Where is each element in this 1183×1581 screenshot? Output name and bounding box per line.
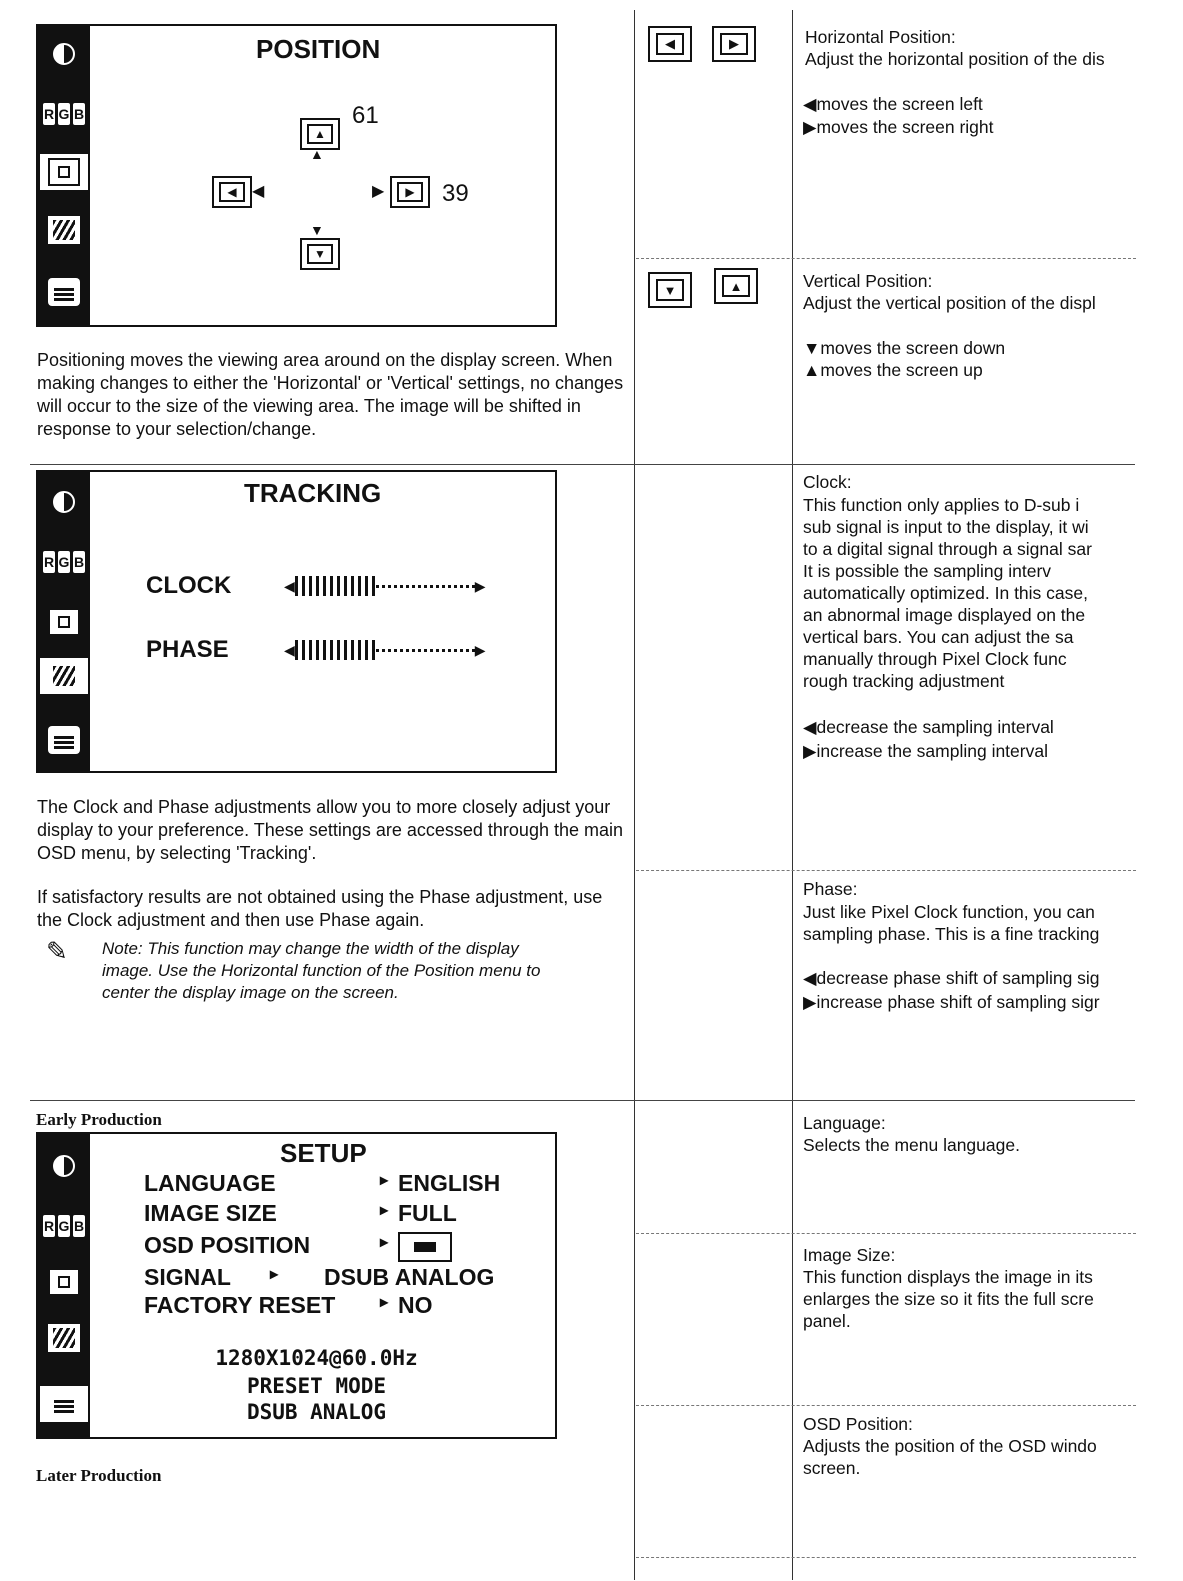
vertical-value: 61	[352, 102, 379, 129]
row-divider-bottom	[636, 1557, 1136, 1558]
position-icon	[41, 604, 87, 640]
horizontal-left-line: ◀moves the screen left	[803, 94, 983, 114]
clock-line: an abnormal image displayed on the	[803, 605, 1086, 625]
horizontal-value: 39	[442, 180, 469, 207]
setup-row-value: FULL	[398, 1200, 457, 1226]
setup-row-arrow: ▸	[380, 1234, 389, 1251]
language-title: Language:	[803, 1113, 886, 1133]
clock-slider-fill	[295, 576, 376, 596]
clock-slider: ◀ ▶	[284, 575, 494, 597]
clock-slider-track	[376, 585, 475, 588]
setup-row-value: ENGLISH	[398, 1170, 501, 1196]
brightness-icon	[41, 484, 87, 520]
column-divider-2	[792, 10, 793, 1580]
setup-row-label: LANGUAGE	[144, 1170, 276, 1196]
osd-title: TRACKING	[244, 478, 382, 508]
osd-position-indicator	[398, 1232, 452, 1262]
setup-osd-screen	[36, 1132, 557, 1439]
phase-decrease-line: ◀decrease phase shift of sampling sig	[803, 968, 1100, 988]
phase-slider-track	[376, 649, 475, 652]
right-triangle-icon: ▶	[803, 117, 817, 137]
tracking-note: Note: This function may change the width of the display image. Use the Horizontal function of the Position menu to center the display image on the screen.	[102, 939, 541, 1002]
phase-slider: ◀ ▶	[284, 639, 494, 661]
rgb-icon: R G B	[41, 1208, 87, 1244]
osd-title: POSITION	[256, 34, 381, 64]
brightness-icon	[41, 1148, 87, 1184]
image-size-title: Image Size:	[803, 1245, 896, 1265]
later-production-label: Later Production	[36, 1466, 162, 1485]
vertical-down-line: ▼moves the screen down	[803, 338, 1006, 358]
down-arrow-icon: ▼	[310, 222, 324, 238]
clock-line: vertical bars. You can adjust the sa	[803, 627, 1074, 647]
setup-row-label: FACTORY RESET	[144, 1292, 336, 1318]
row-divider-phase	[636, 870, 1136, 871]
mode-resolution: 1280X1024@60.0Hz	[215, 1346, 418, 1370]
tracking-icon	[41, 212, 87, 248]
hand-icon	[41, 722, 87, 758]
up-arrow-icon: ▲	[310, 146, 324, 162]
row-divider-image-size	[636, 1233, 1136, 1234]
move-down-icon: ▼	[300, 238, 340, 270]
right-arrow-icon: ▶	[372, 183, 385, 200]
osd-position-line: Adjusts the position of the OSD windo	[803, 1436, 1097, 1456]
setup-row-label: SIGNAL	[144, 1264, 231, 1290]
brightness-icon	[41, 36, 87, 72]
clock-line: manually through Pixel Clock func	[803, 649, 1067, 669]
phase-increase-line: ▶increase phase shift of sampling sigr	[803, 992, 1100, 1012]
hand-icon	[41, 274, 87, 310]
image-size-line: panel.	[803, 1311, 851, 1331]
left-triangle-icon: ◀	[803, 968, 817, 988]
phase-line: sampling phase. This is a fine tracking	[803, 924, 1100, 944]
phase-title: Phase:	[803, 879, 858, 899]
setup-row-label: OSD POSITION	[144, 1232, 311, 1258]
tracking-description: The Clock and Phase adjustments allow you to more closely adjust your display to your preference. These settings are accessed through the main OSD menu, by selecting 'Tracking'.	[37, 797, 624, 863]
setup-row-label: IMAGE SIZE	[144, 1200, 277, 1226]
osd-icon-strip	[38, 26, 90, 325]
right-triangle-icon: ▶	[803, 741, 817, 761]
osd-position-title: OSD Position:	[803, 1414, 913, 1434]
horizontal-title: Horizontal Position:	[805, 27, 956, 47]
row-divider-vertical	[636, 258, 1136, 259]
horizontal-right-line: ▶moves the screen right	[803, 117, 994, 137]
tracking-icon	[40, 658, 88, 694]
move-up-icon: ▲	[300, 118, 340, 150]
clock-increase-line: ▶increase the sampling interval	[803, 741, 1048, 761]
setup-row-value: DSUB ANALOG	[324, 1264, 495, 1290]
vertical-title: Vertical Position:	[803, 271, 933, 291]
phase-line: Just like Pixel Clock function, you can	[803, 902, 1095, 922]
language-desc: Selects the menu language.	[803, 1135, 1020, 1155]
note-pencil-icon: ✎	[46, 936, 68, 966]
clock-line: automatically optimized. In this case,	[803, 583, 1088, 603]
left-triangle-icon: ◀	[803, 717, 817, 737]
phase-slider-fill	[295, 640, 376, 660]
column-divider-1	[634, 10, 635, 1580]
osd-position-line: screen.	[803, 1458, 861, 1478]
clock-line: This function only applies to D-sub i	[803, 495, 1080, 515]
tracking-osd-screen	[36, 470, 557, 773]
horizontal-left-icon: ◀	[648, 26, 692, 62]
vertical-up-icon: ▲	[714, 268, 758, 304]
row-divider-osd-position	[636, 1405, 1136, 1406]
setup-row-arrow: ▸	[380, 1172, 389, 1189]
right-triangle-icon: ▶	[803, 992, 817, 1012]
clock-title: Clock:	[803, 472, 852, 492]
up-triangle-icon: ▲	[803, 360, 821, 380]
position-osd-screen	[36, 24, 557, 327]
early-production-label: Early Production	[36, 1110, 162, 1129]
rgb-icon: R G B	[41, 544, 87, 580]
row-divider-setup	[30, 1100, 1135, 1101]
phase-label: PHASE	[146, 636, 229, 663]
clock-decrease-line: ◀decrease the sampling interval	[803, 717, 1054, 737]
clock-line: sub signal is input to the display, it wi	[803, 517, 1089, 537]
setup-row-arrow: ▸	[270, 1266, 279, 1283]
left-arrow-icon: ◀	[252, 183, 265, 200]
clock-label: CLOCK	[146, 572, 232, 599]
rgb-icon: R G B	[41, 96, 87, 132]
vertical-down-icon: ▼	[648, 272, 692, 308]
clock-line: It is possible the sampling interv	[803, 561, 1052, 581]
tracking-tip: If satisfactory results are not obtained using the Phase adjustment, use the Clock adjustment and then use Phase again.	[37, 887, 603, 930]
setup-row-arrow: ▸	[380, 1294, 389, 1311]
image-size-line: enlarges the size so it fits the full scre	[803, 1289, 1094, 1309]
clock-line: to a digital signal through a signal sar	[803, 539, 1092, 559]
clock-line: rough tracking adjustment	[803, 671, 1005, 691]
row-divider-tracking	[30, 464, 1135, 465]
setup-row-arrow: ▸	[380, 1202, 389, 1219]
mode-preset: PRESET MODE	[246, 1374, 387, 1398]
horizontal-desc: Adjust the horizontal position of the dis	[805, 49, 1105, 69]
move-left-icon: ◀	[212, 176, 252, 208]
setup-row-value: NO	[398, 1292, 433, 1318]
position-icon	[40, 154, 88, 190]
osd-icon-strip	[38, 472, 90, 771]
osd-title: SETUP	[280, 1138, 367, 1168]
move-right-icon: ▶	[390, 176, 430, 208]
position-icon	[41, 1264, 87, 1300]
left-triangle-icon: ◀	[803, 94, 817, 114]
position-description: Positioning moves the viewing area around on the display screen. When making changes to either the 'Horizontal' or 'Vertical' settings, no changes will occur to the size of the viewing area. The image will be shifted in response to your selection/change.	[37, 350, 624, 439]
mode-signal: DSUB ANALOG	[246, 1400, 387, 1424]
down-triangle-icon: ▼	[803, 338, 821, 358]
horizontal-right-icon: ▶	[712, 26, 756, 62]
vertical-desc: Adjust the vertical position of the displ	[803, 293, 1096, 313]
image-size-line: This function displays the image in its	[803, 1267, 1093, 1287]
vertical-up-line: ▲moves the screen up	[803, 360, 983, 380]
